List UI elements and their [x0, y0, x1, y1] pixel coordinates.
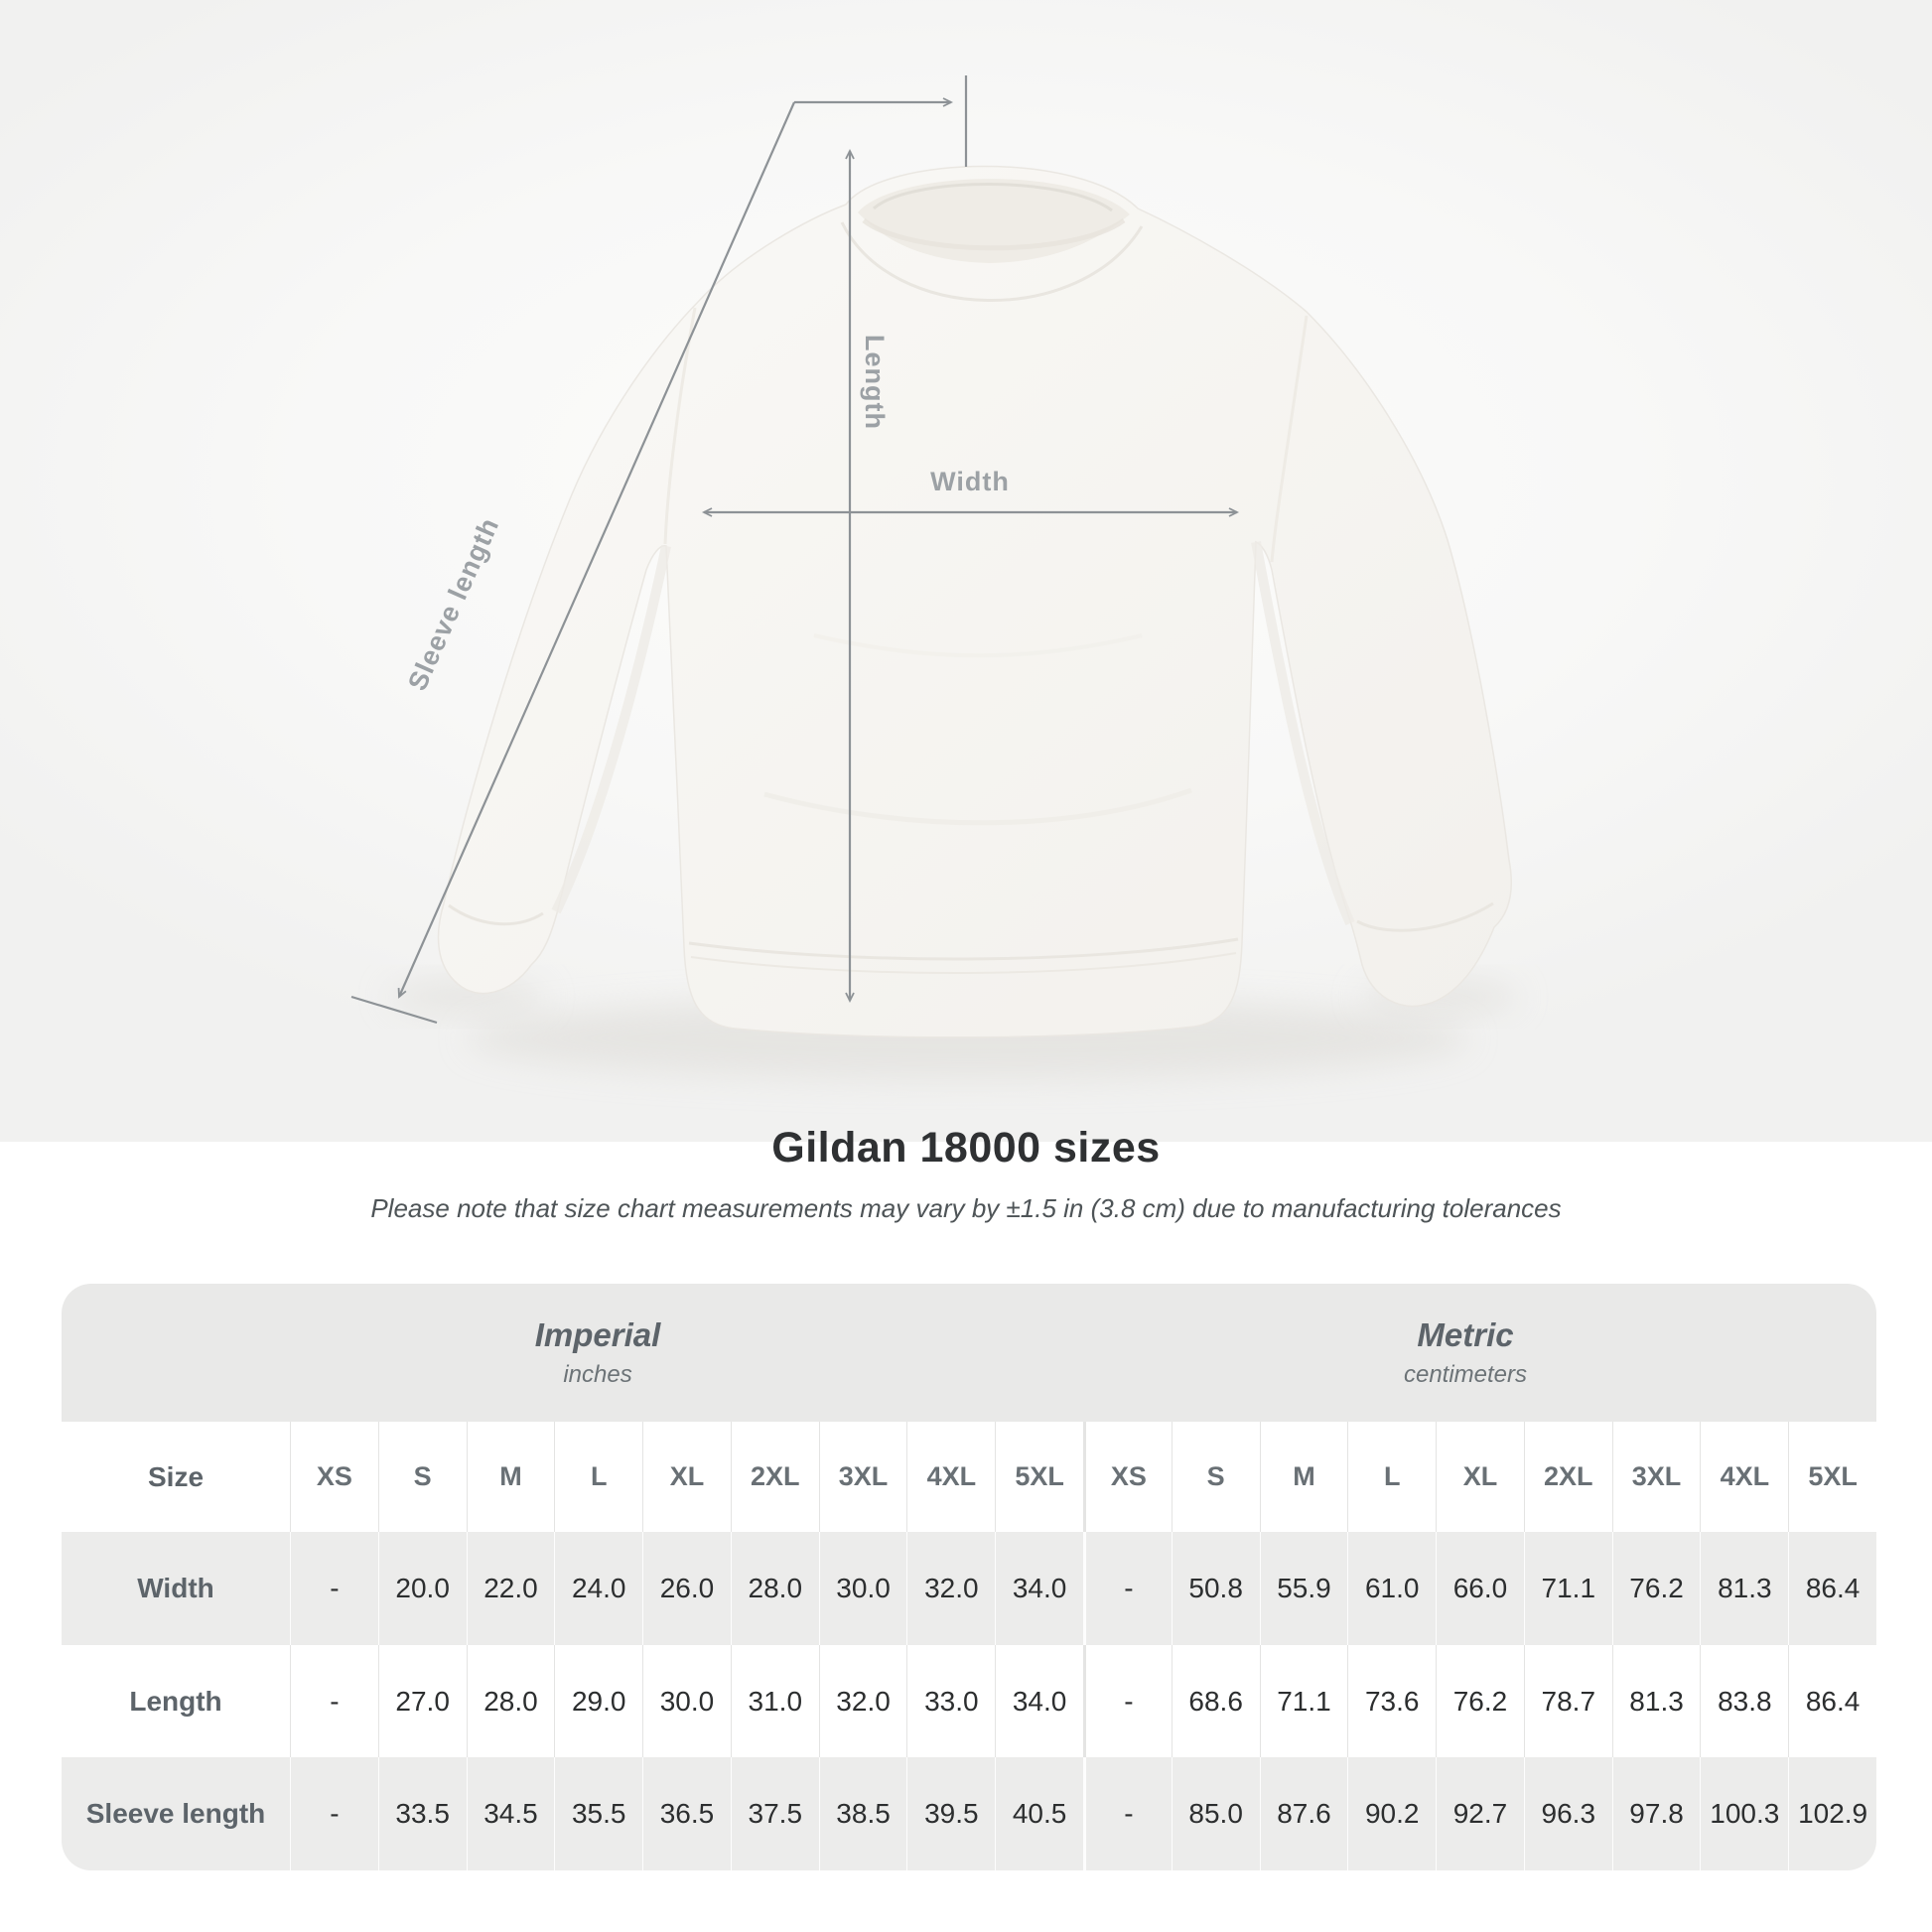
size-column-metric-5XL: 5XL [1788, 1422, 1876, 1532]
measure-value-cell: 50.8 [1172, 1532, 1260, 1645]
size-column-imperial-XS: XS [290, 1422, 378, 1532]
measure-value-cell: 28.0 [731, 1532, 819, 1645]
measure-value-cell: 40.5 [995, 1757, 1083, 1870]
measure-value-cell: 76.2 [1612, 1532, 1701, 1645]
measure-value-cell: 39.5 [906, 1757, 995, 1870]
measure-value-cell: - [1083, 1645, 1172, 1757]
measure-value-cell: 76.2 [1436, 1645, 1524, 1757]
imperial-title: Imperial [534, 1316, 661, 1353]
measure-value-cell: 29.0 [554, 1645, 642, 1757]
measure-value-cell: 55.9 [1260, 1532, 1348, 1645]
measure-value-cell: 34.0 [995, 1645, 1083, 1757]
measure-value-cell: - [1083, 1532, 1172, 1645]
size-column-metric-M: M [1260, 1422, 1348, 1532]
measure-value-cell: 31.0 [731, 1645, 819, 1757]
measure-value-cell: 37.5 [731, 1757, 819, 1870]
size-table [62, 1284, 1876, 1870]
measure-value-cell: 66.0 [1436, 1532, 1524, 1645]
measure-value-cell: 34.5 [467, 1757, 555, 1870]
size-column-metric-3XL: 3XL [1612, 1422, 1701, 1532]
measure-value-cell: 102.9 [1788, 1757, 1876, 1870]
size-column-imperial-3XL: 3XL [819, 1422, 907, 1532]
measure-value-cell: 100.3 [1700, 1757, 1788, 1870]
measure-value-cell: 92.7 [1436, 1757, 1524, 1870]
imperial-unit: inches [563, 1361, 632, 1388]
measure-value-cell: 30.0 [642, 1645, 731, 1757]
measure-value-cell: 81.3 [1700, 1532, 1788, 1645]
measure-value-cell: 73.6 [1347, 1645, 1436, 1757]
measure-row-label: Length [62, 1645, 290, 1757]
imperial-header [62, 1284, 1134, 1422]
measure-value-cell: 28.0 [467, 1645, 555, 1757]
measure-value-cell: - [290, 1532, 378, 1645]
sleeve-length-label: Sleeve length [402, 512, 505, 695]
width-label: Width [930, 467, 1010, 496]
measure-value-cell: 24.0 [554, 1532, 642, 1645]
measure-value-cell: 33.5 [378, 1757, 467, 1870]
measure-value-cell: 61.0 [1347, 1532, 1436, 1645]
measure-value-cell: 20.0 [378, 1532, 467, 1645]
measure-value-cell: 30.0 [819, 1532, 907, 1645]
size-column-metric-XL: XL [1436, 1422, 1524, 1532]
size-column-imperial-M: M [467, 1422, 555, 1532]
unit-header-band [62, 1284, 1876, 1422]
measure-value-cell: 71.1 [1524, 1532, 1612, 1645]
measure-value-cell: 22.0 [467, 1532, 555, 1645]
measure-value-cell: 35.5 [554, 1757, 642, 1870]
measure-row-label: Sleeve length [62, 1757, 290, 1870]
measure-value-cell: 38.5 [819, 1757, 907, 1870]
measure-value-cell: 86.4 [1788, 1645, 1876, 1757]
measure-value-cell: 26.0 [642, 1532, 731, 1645]
size-column-imperial-S: S [378, 1422, 467, 1532]
measure-row-label: Width [62, 1532, 290, 1645]
measure-value-cell: - [1083, 1757, 1172, 1870]
measure-value-cell: 27.0 [378, 1645, 467, 1757]
measure-value-cell: 97.8 [1612, 1757, 1701, 1870]
size-grid [62, 1422, 1876, 1870]
page-title: Gildan 18000 sizes [771, 1124, 1161, 1172]
metric-unit: centimeters [1403, 1361, 1528, 1388]
measure-value-cell: 32.0 [906, 1532, 995, 1645]
size-column-imperial-L: L [554, 1422, 642, 1532]
measure-value-cell: - [290, 1645, 378, 1757]
measure-value-cell: 83.8 [1700, 1645, 1788, 1757]
measure-value-cell: 87.6 [1260, 1757, 1348, 1870]
metric-header [1054, 1284, 1876, 1422]
size-column-imperial-XL: XL [642, 1422, 731, 1532]
size-column-imperial-4XL: 4XL [906, 1422, 995, 1532]
measure-value-cell: 90.2 [1347, 1757, 1436, 1870]
measure-value-cell: 71.1 [1260, 1645, 1348, 1757]
size-column-metric-2XL: 2XL [1524, 1422, 1612, 1532]
sweatshirt-illustration [438, 167, 1511, 1037]
measure-value-cell: 33.0 [906, 1645, 995, 1757]
measure-value-cell: 32.0 [819, 1645, 907, 1757]
measure-value-cell: 36.5 [642, 1757, 731, 1870]
size-row-label: Size [62, 1422, 290, 1532]
measure-value-cell: 68.6 [1172, 1645, 1260, 1757]
measure-value-cell: 85.0 [1172, 1757, 1260, 1870]
size-column-metric-L: L [1347, 1422, 1436, 1532]
size-column-metric-XS: XS [1083, 1422, 1172, 1532]
measure-value-cell: 86.4 [1788, 1532, 1876, 1645]
measure-value-cell: 96.3 [1524, 1757, 1612, 1870]
measure-value-cell: 78.7 [1524, 1645, 1612, 1757]
measure-value-cell: - [290, 1757, 378, 1870]
measure-value-cell: 81.3 [1612, 1645, 1701, 1757]
size-column-imperial-2XL: 2XL [731, 1422, 819, 1532]
measure-value-cell: 34.0 [995, 1532, 1083, 1645]
tolerance-note: Please note that size chart measurements may vary by ±1.5 in (3.8 cm) due to manufacturing tolerances [370, 1193, 1562, 1223]
length-label: Length [860, 335, 890, 430]
size-column-metric-4XL: 4XL [1700, 1422, 1788, 1532]
size-column-metric-S: S [1172, 1422, 1260, 1532]
metric-title: Metric [1417, 1316, 1514, 1353]
size-column-imperial-5XL: 5XL [995, 1422, 1083, 1532]
